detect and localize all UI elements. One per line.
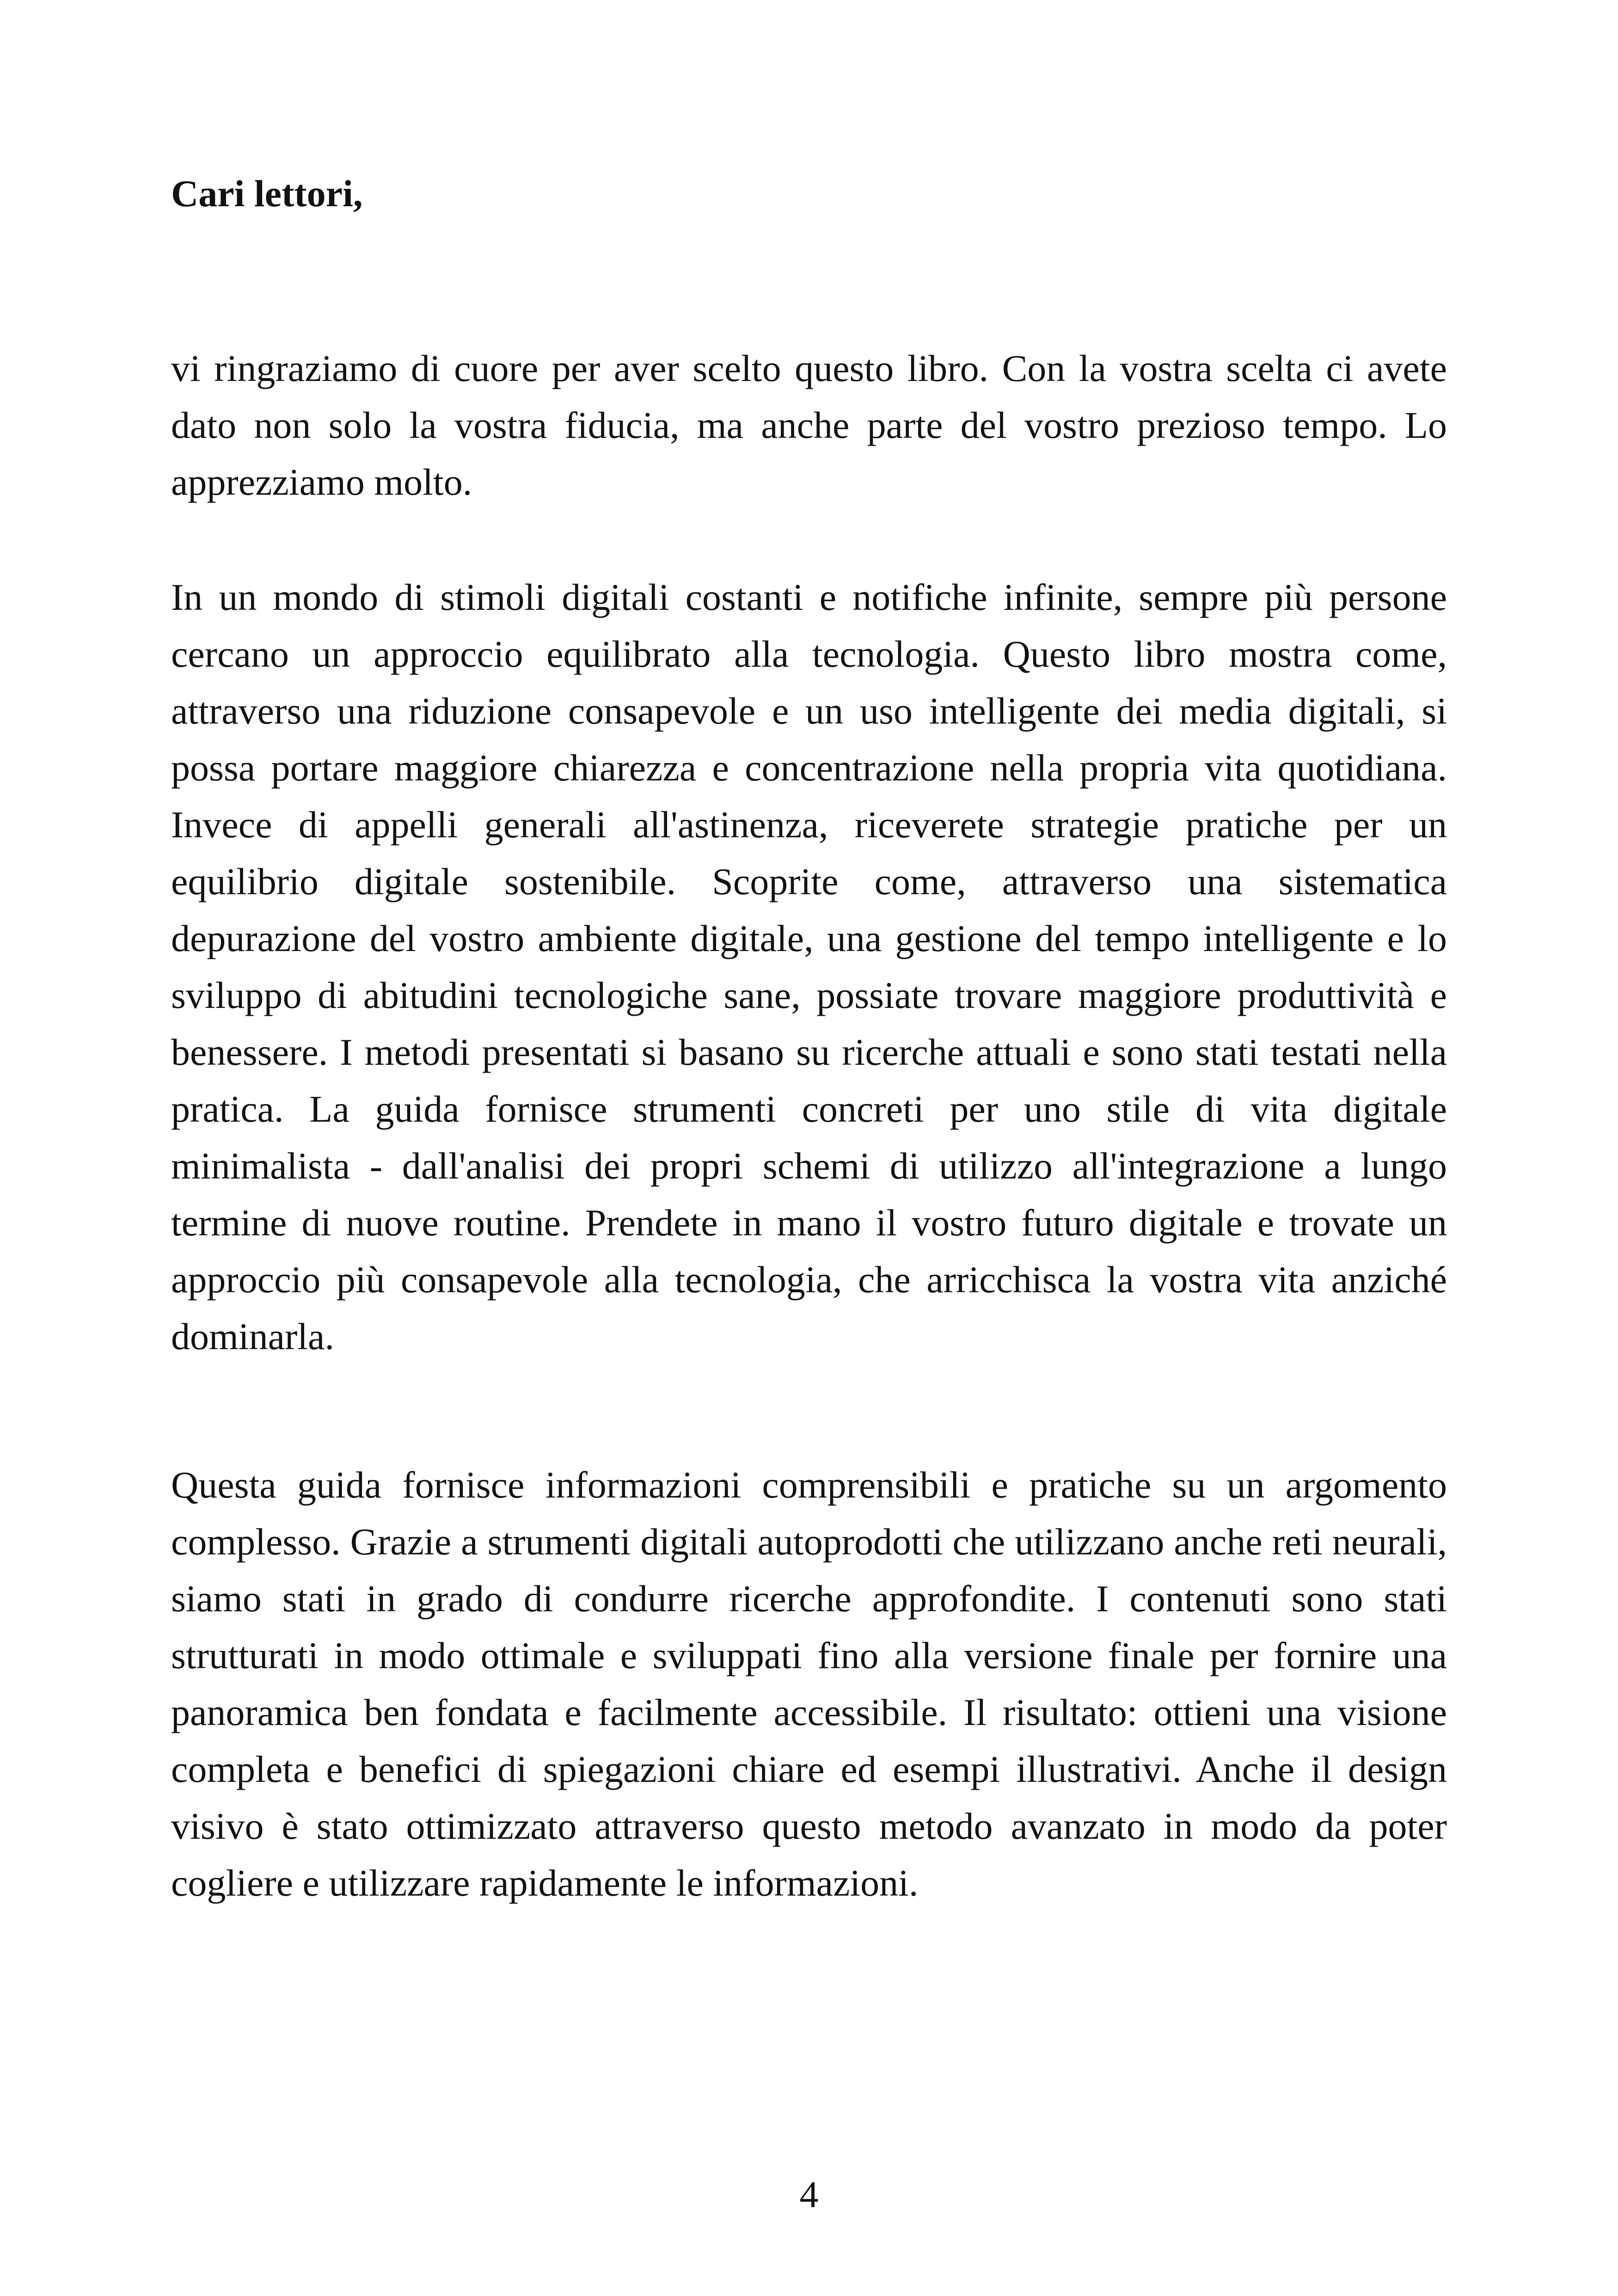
paragraph-thanks: vi ringraziamo di cuore per aver scelto questo libro. Con la vostra scelta ci avete dato non solo la vostra fiducia, ma anche parte del vostro prezioso tempo. Lo apprezziamo molto. xyxy=(171,347,1447,503)
paragraph-book-description: In un mondo di stimoli digitali costanti e notifiche infinite, sempre più persone cercano un approccio equilibrato alla tecnologia. Questo libro mostra come, attraverso una riduzione consapevole e un uso intelligente dei media digitali, si possa portare maggiore chiarezza e concentrazione nella propria vita quotidiana. Invece di appelli generali all'astinenza, riceverete strategie pratiche per un equilibrio digitale sostenibile. Scoprite come, attraverso una sistematica depurazione del vostro ambiente digitale, una gestione del tempo intelligente e lo sviluppo di abitudini tecnologiche sane, possiate trovare maggiore produttività e benessere. I metodi presentati si basano su ricerche attuali e sono stati testati nella pratica. La guida fornisce strumenti concreti per uno stile di vita digitale minimalista - dall'analisi dei propri schemi di utilizzo all'integrazione a lungo termine di nuove routine. Prendete in mano il vostro futuro digitale e trovate un approccio più consapevole alla tecnologia, che arricchisca la vostra vita anziché dominarla. xyxy=(171,576,1447,1357)
page-number: 4 xyxy=(799,2173,819,2216)
paragraph-guide-method: Questa guida fornisce informazioni comprensibili e pratiche su un argomento complesso. Grazie a strumenti digitali autoprodotti che utilizzano anche reti neurali, siamo stati in grado di condurre ricerche approfondite. I contenuti sono stati strutturati in modo ottimale e sviluppati fino alla versione finale per fornire una panoramica ben fondata e facilmente accessibile. Il risultato: ottieni una visione completa e benefici di spiegazioni chiare ed esempi illustrativi. Anche il design visivo è stato ottimizzato attraverso questo metodo avanzato in modo da poter cogliere e utilizzare rapidamente le informazioni. xyxy=(171,1464,1447,1904)
greeting-heading: Cari lettori, xyxy=(171,172,363,215)
